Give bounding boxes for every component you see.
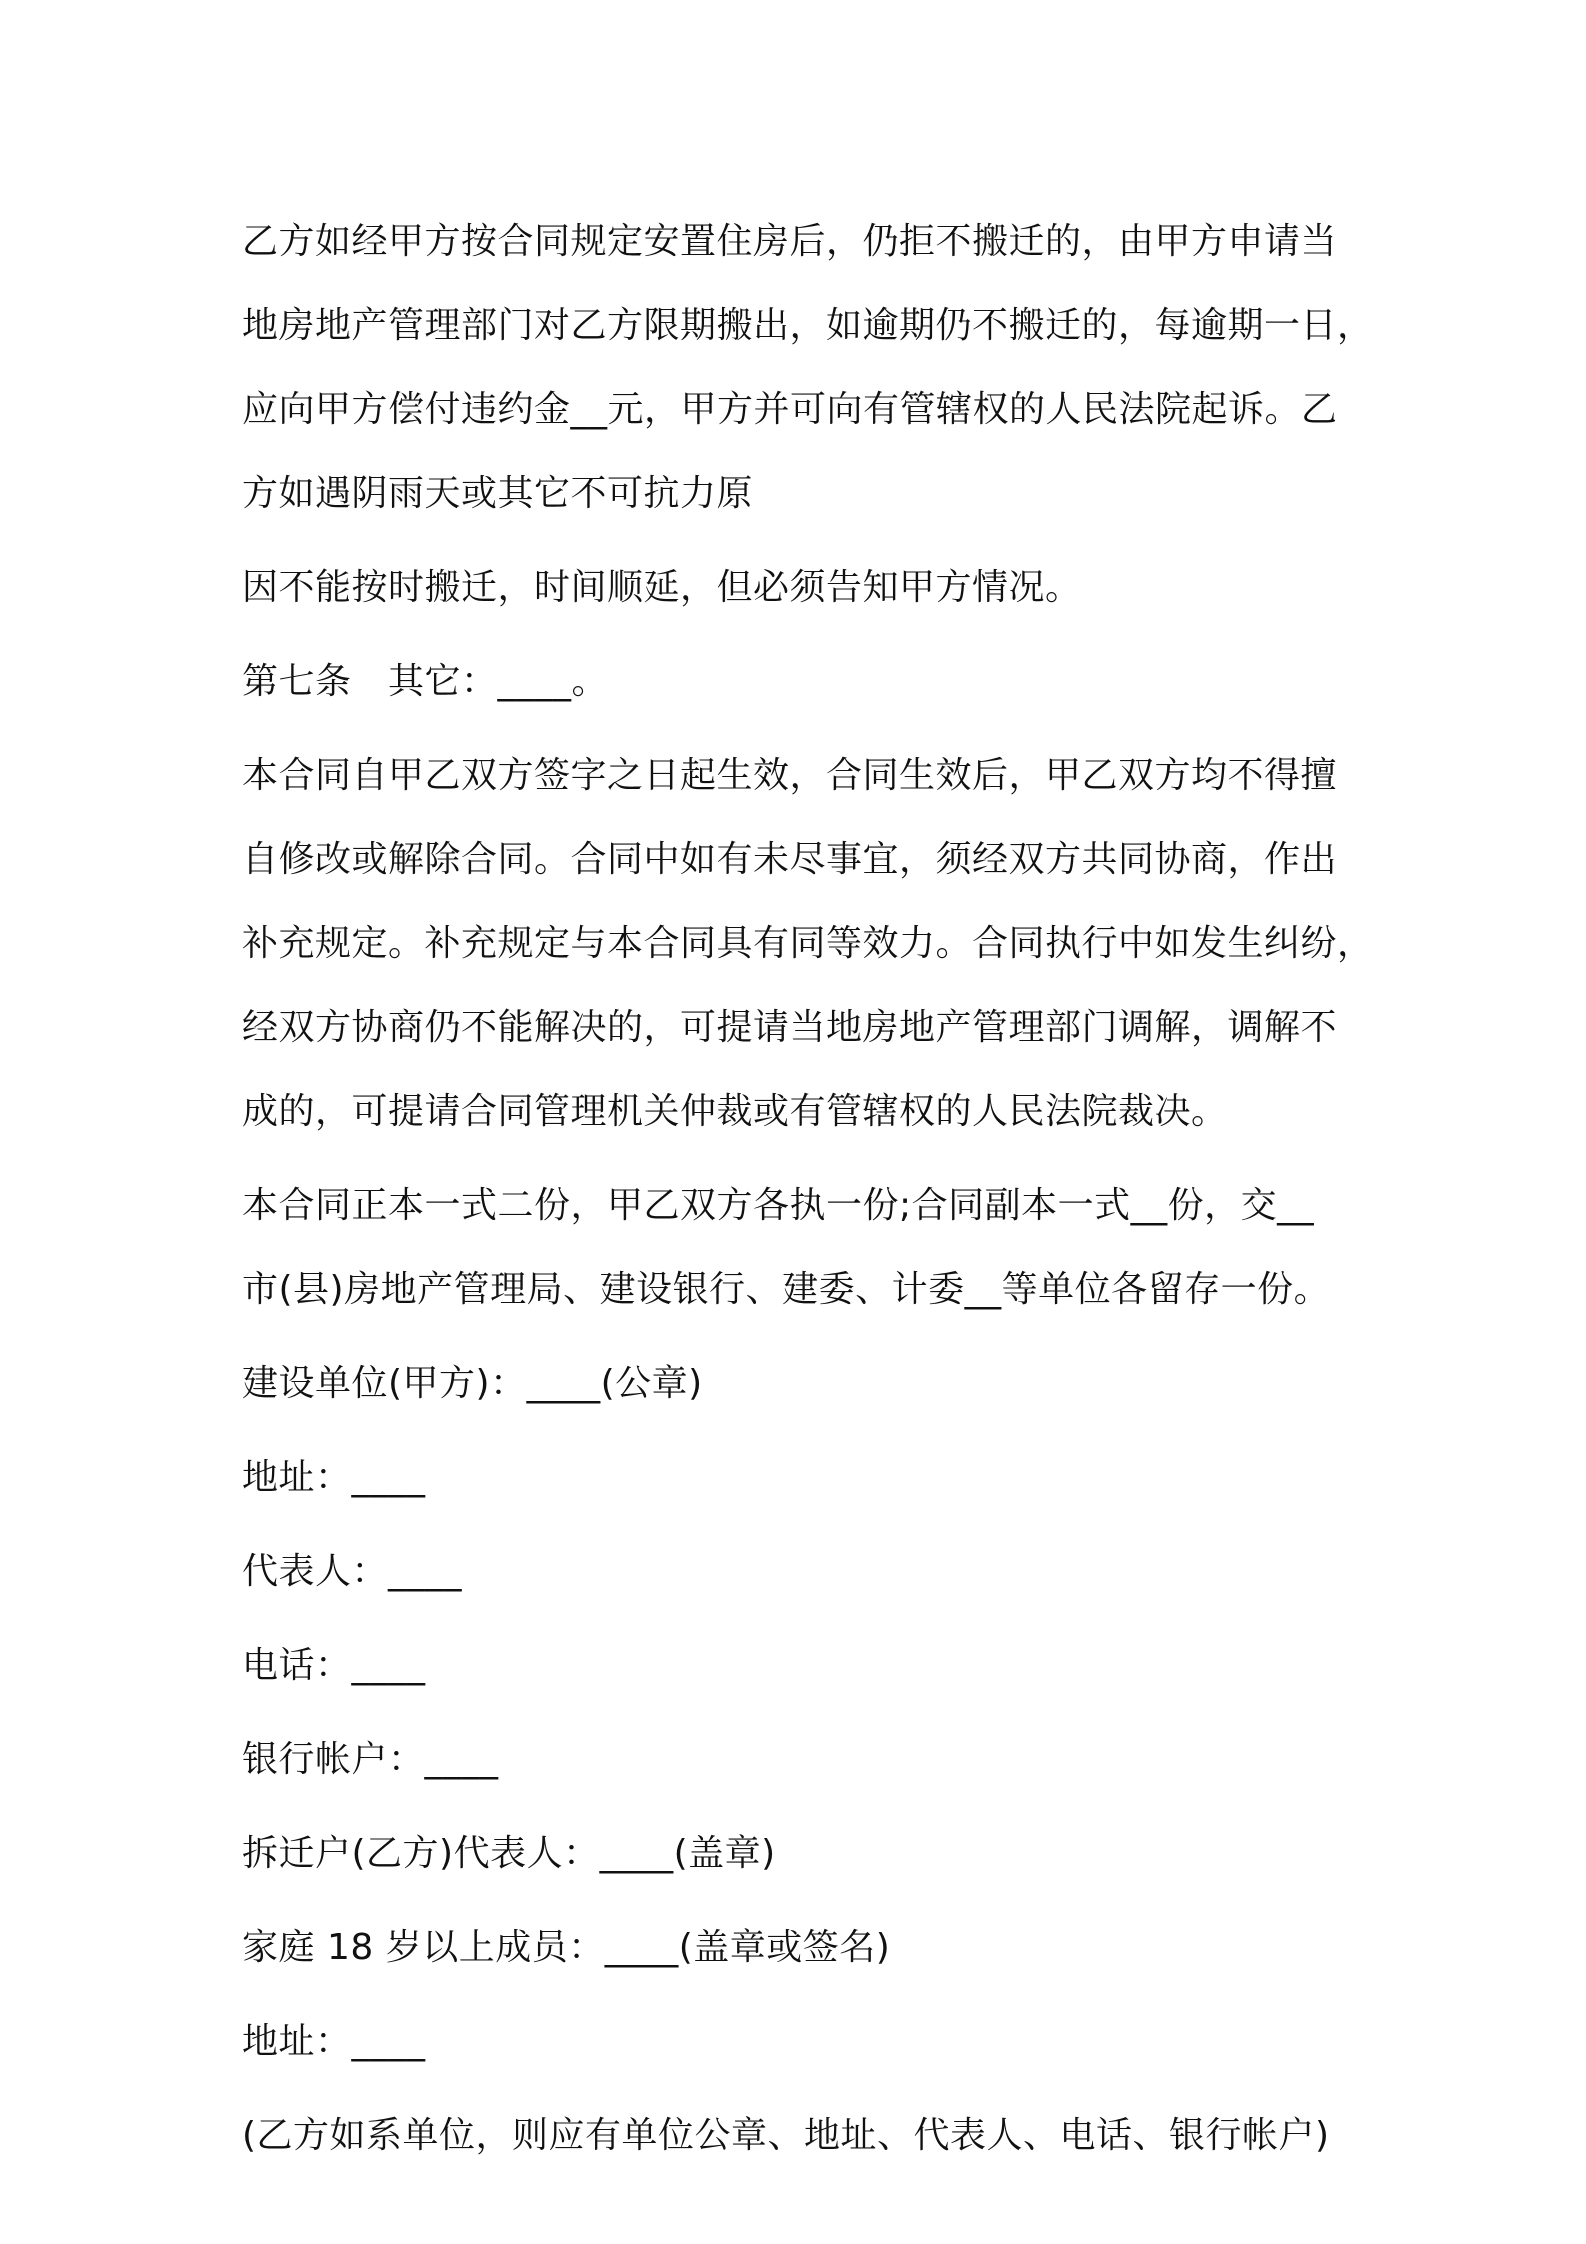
text-line: 家庭 18 岁以上成员：____(盖章或签名): [242, 1927, 891, 1968]
text-line: (乙方如系单位，则应有单位公章、地址、代表人、电话、银行帐户): [242, 2115, 1330, 2156]
text-line: 补充规定。补充规定与本合同具有同等效力。合同执行中如发生纠纷，: [242, 923, 1374, 964]
text-line: 自修改或解除合同。合同中如有未尽事宜，须经双方共同协商，作出: [242, 839, 1338, 880]
party-a-representative: [242, 1530, 1362, 1614]
text-line: 电话：____: [242, 1645, 426, 1686]
party-b-unit-note: [242, 2094, 1362, 2178]
text-line: 代表人：____: [242, 1551, 463, 1592]
text-line: 本合同自甲乙双方签字之日起生效，合同生效后，甲乙双方均不得擅: [242, 755, 1338, 796]
text-line: 方如遇阴雨天或其它不可抗力原: [242, 473, 754, 514]
paragraph-effectiveness: [242, 734, 1374, 1154]
party-b-address: [242, 2000, 1362, 2084]
text-line: 建设单位(甲方)：____(公章): [242, 1363, 703, 1404]
text-line: 本合同正本一式二份，甲乙双方各执一份;合同副本一式__份，交__: [242, 1185, 1315, 1226]
text-line: 因不能按时搬迁，时间顺延，但必须告知甲方情况。: [242, 567, 1082, 608]
text-line: 乙方如经甲方按合同规定安置住房后，仍拒不搬迁的，由甲方申请当: [242, 221, 1338, 262]
article-seven-heading: [242, 640, 1362, 724]
party-b-family-members: [242, 1906, 1362, 1990]
text-line: 市(县)房地产管理局、建设银行、建委、计委__等单位各留存一份。: [242, 1269, 1331, 1310]
paragraph-copies: [242, 1164, 1362, 1332]
text-line: 应向甲方偿付违约金__元，甲方并可向有管辖权的人民法院起诉。乙: [242, 389, 1338, 430]
party-b-representative: [242, 1812, 1362, 1896]
party-a-unit: [242, 1342, 1362, 1426]
text-line: 拆迁户(乙方)代表人：____(盖章): [242, 1833, 776, 1874]
party-a-phone: [242, 1624, 1362, 1708]
text-line: 地房地产管理部门对乙方限期搬出，如逾期仍不搬迁的，每逾期一日，: [242, 305, 1374, 346]
party-a-bank-account: [242, 1718, 1362, 1802]
text-line: 地址：____: [242, 2021, 426, 2062]
text-line: 银行帐户：____: [242, 1739, 499, 1780]
paragraph-delay-notice: [242, 546, 1362, 630]
text-line: 第七条 其它：____。: [242, 661, 609, 702]
text-line: 成的，可提请合同管理机关仲裁或有管辖权的人民法院裁决。: [242, 1091, 1228, 1132]
text-line: 地址：____: [242, 1457, 426, 1498]
party-a-address: [242, 1436, 1362, 1520]
text-line: 经双方协商仍不能解决的，可提请当地房地产管理部门调解，调解不: [242, 1007, 1338, 1048]
document-body: [242, 200, 1374, 2188]
paragraph-relocation-default: [242, 200, 1374, 536]
